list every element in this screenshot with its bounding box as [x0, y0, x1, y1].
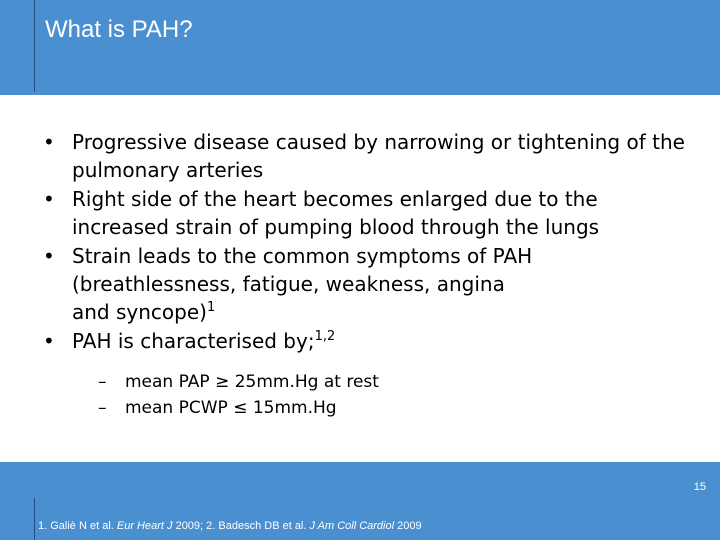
bullet-text: Right side of the heart becomes enlarged due to the increased strain of pumping blood through the lungs	[72, 187, 600, 239]
sub-bullet-dash: –	[98, 398, 107, 418]
bullet-dot: •	[43, 244, 55, 268]
title-banner	[0, 0, 720, 95]
footnote-text: 2009; 2. Badesch DB et al.	[172, 520, 310, 532]
footer-accent-line	[34, 498, 35, 540]
footnote-journal: Eur Heart J	[116, 520, 173, 532]
bullet-dot: •	[43, 187, 55, 211]
bullet-text: Progressive disease caused by narrowing or tightening of the pulmonary arteries	[72, 130, 685, 182]
title-accent-line	[34, 0, 35, 92]
footnote-journal: J Am Coll Cardiol	[309, 520, 395, 532]
sub-bullet-item	[38, 395, 698, 421]
bullet-item	[38, 128, 698, 184]
bullet-list	[38, 128, 698, 355]
citation-superscript: 1,2	[314, 329, 336, 344]
bullet-text-line: and syncope)	[72, 300, 207, 324]
bullet-dot: •	[43, 329, 55, 353]
bullet-dot: •	[43, 130, 55, 154]
sub-bullet-item	[38, 369, 698, 395]
sub-bullet-dash: –	[98, 372, 107, 392]
citation-superscript: 1	[206, 300, 216, 315]
sub-bullet-text: mean PCWP ≤ 15mm.Hg	[125, 398, 337, 418]
bullet-item	[38, 327, 698, 355]
page-number: 15	[693, 481, 706, 493]
sub-bullet-text: mean PAP ≥ 25mm.Hg at rest	[125, 372, 379, 392]
bullet-text-line: Strain leads to the common symptoms of PAH	[72, 244, 533, 268]
bullet-item	[38, 185, 698, 241]
bullet-text: PAH is characterised by;	[72, 329, 315, 353]
bullet-item	[38, 242, 698, 326]
slide-title: What is PAH?	[45, 16, 193, 43]
reference-footnote	[38, 520, 422, 532]
footnote-text: 1. Galiè N et al.	[38, 520, 117, 532]
sub-bullet-list	[38, 369, 698, 421]
bullet-text-line: (breathlessness, fatigue, weakness, angina	[72, 272, 505, 296]
footnote-text: 2009	[394, 520, 422, 532]
slide-body	[38, 128, 698, 421]
